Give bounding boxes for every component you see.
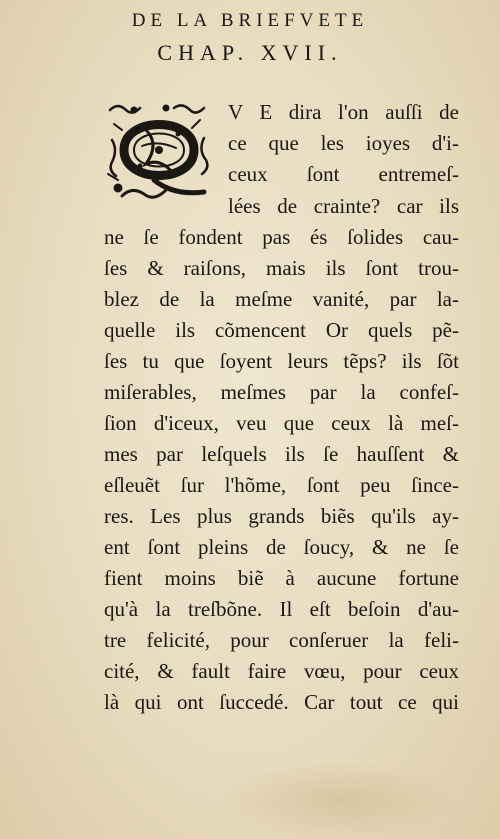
text-line-4: lées de crainte? car ils (228, 194, 459, 218)
text-line-3: ceux ſont entremeſ- (228, 162, 459, 186)
paper-stain (220, 760, 460, 839)
text-line-18: tre felicité, pour conſeruer la feli- (104, 628, 459, 652)
ornamental-drop-cap-q (104, 100, 214, 208)
text-line-14: res. Les plus grands biẽs qu'ils ay- (104, 504, 459, 528)
text-line-10: miſerables, meſmes par la confeſ- (104, 380, 459, 404)
text-line-13: eſleuẽt ſur l'hõme, ſont peu ſince- (104, 473, 459, 497)
text-line-16: fient moins biẽ à aucune fortune (104, 566, 459, 590)
text-line-19: cité, & fault faire vœu, pour ceux (104, 659, 459, 683)
text-line-20: là qui ont ſuccedé. Car tout ce qui (104, 690, 459, 714)
text-line-1: V E dira l'on auſſi de (228, 100, 459, 124)
running-title: DE LA BRIEFVETE (131, 10, 369, 31)
chapter-heading: CHAP. XVII. (157, 40, 343, 65)
text-line-8: quelle ils cõmencent Or quels pẽ- (104, 318, 459, 342)
text-line-12: mes par leſquels ils ſe hauſſent & (104, 442, 459, 466)
text-line-15: ent ſont pleins de ſoucy, & ne ſe (104, 535, 459, 559)
text-line-5: ne ſe fondent pas és ſolides cau- (104, 225, 459, 249)
text-line-11: ſion d'iceux, veu que ceux là meſ- (104, 411, 459, 435)
text-line-6: ſes & raiſons, mais ils ſont trou- (104, 256, 459, 280)
text-line-2: ce que les ioyes d'i- (228, 131, 459, 155)
text-line-17: qu'à la treſbõne. Il eſt beſoin d'au- (104, 597, 459, 621)
text-line-7: blez de la meſme vanité, par la- (104, 287, 459, 311)
text-line-9: ſes tu que ſoyent leurs tẽps? ils ſõt (104, 349, 459, 373)
